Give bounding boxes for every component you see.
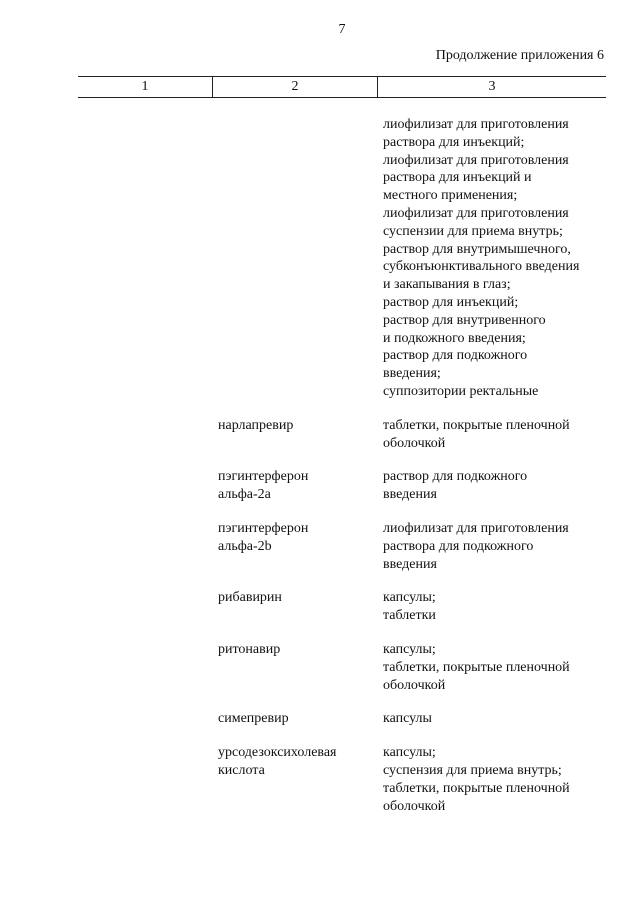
dosage-form-line: лиофилизат для приготовления: [383, 205, 569, 221]
drug-name-line: рибавирин: [218, 590, 282, 606]
header-col-1: 1: [78, 77, 213, 97]
table-body: [78, 116, 606, 831]
drug-name-line: кислота: [218, 762, 265, 778]
drug-name-line: альфа-2b: [218, 538, 272, 554]
dosage-form-line: суспензия для приема внутрь;: [383, 762, 562, 778]
cell-code: [78, 641, 213, 694]
table-row: [78, 744, 606, 815]
cell-dosage-forms: [380, 744, 606, 815]
dosage-form-line: раствор для внутримышечного,: [383, 241, 571, 257]
dosage-form-line: таблетки: [383, 608, 436, 624]
dosage-form-line: введения: [383, 487, 437, 503]
dosage-form-line: раствора для инъекций и: [383, 170, 532, 186]
dosage-form-line: оболочкой: [383, 798, 446, 814]
dosage-form-line: оболочкой: [383, 677, 446, 693]
drug-name-line: нарлапревир: [218, 417, 294, 433]
dosage-form-line: суппозитории ректальные: [383, 383, 539, 399]
cell-dosage-forms: [380, 468, 606, 504]
dosage-form-line: капсулы: [383, 711, 432, 727]
table-row: [78, 116, 606, 401]
table-row: [78, 589, 606, 625]
cell-code: [78, 589, 213, 625]
cell-dosage-forms: [380, 520, 606, 573]
dosage-form-line: капсулы;: [383, 641, 436, 657]
drug-name-line: пэгинтерферон: [218, 520, 309, 536]
cell-code: [78, 116, 213, 401]
cell-drug-name: [213, 520, 380, 573]
dosage-form-line: введения;: [383, 366, 441, 382]
dosage-form-line: таблетки, покрытые пленочной: [383, 417, 570, 433]
dosage-form-line: раствор для внутривенного: [383, 312, 546, 328]
cell-dosage-forms: [380, 589, 606, 625]
table-row: [78, 520, 606, 573]
dosage-form-line: и закапывания в глаз;: [383, 277, 511, 293]
dosage-form-line: местного применения;: [383, 188, 518, 204]
drug-name-line: пэгинтерферон: [218, 469, 309, 485]
drug-name-line: ритонавир: [218, 641, 281, 657]
dosage-form-line: раствор для подкожного: [383, 348, 528, 364]
cell-drug-name: [213, 417, 380, 453]
dosage-form-line: введения: [383, 556, 437, 572]
dosage-form-line: раствора для подкожного: [383, 538, 534, 554]
cell-code: [78, 417, 213, 453]
page-number: 7: [338, 22, 346, 37]
table-row: [78, 641, 606, 694]
dosage-form-line: таблетки, покрытые пленочной: [383, 780, 570, 796]
drug-name-line: урсодезоксихолевая: [218, 745, 337, 761]
table-row: [78, 468, 606, 504]
dosage-form-line: капсулы;: [383, 745, 436, 761]
cell-drug-name: [213, 468, 380, 504]
cell-code: [78, 468, 213, 504]
drug-name-line: симепревир: [218, 711, 289, 727]
dosage-form-line: таблетки, покрытые пленочной: [383, 659, 570, 675]
cell-dosage-forms: [380, 116, 606, 401]
dosage-form-line: субконъюнктивального введения: [383, 259, 580, 275]
cell-code: [78, 710, 213, 728]
dosage-form-line: капсулы;: [383, 590, 436, 606]
cell-dosage-forms: [380, 710, 606, 728]
drug-name-line: альфа-2а: [218, 487, 271, 503]
dosage-form-line: раствор для инъекций;: [383, 294, 519, 310]
appendix-continuation-label: Продолжение приложения 6: [435, 48, 604, 63]
header-col-2: 2: [213, 77, 378, 97]
header-col-3: 3: [488, 79, 496, 94]
dosage-form-line: суспензии для приема внутрь;: [383, 223, 563, 239]
table-header: [78, 76, 606, 98]
cell-drug-name: [213, 116, 380, 401]
table-row: [78, 417, 606, 453]
dosage-form-line: лиофилизат для приготовления: [383, 520, 569, 536]
cell-drug-name: [213, 589, 380, 625]
cell-dosage-forms: [380, 641, 606, 694]
dosage-form-line: лиофилизат для приготовления: [383, 152, 569, 168]
table-row: [78, 710, 606, 728]
dosage-form-line: оболочкой: [383, 435, 446, 451]
cell-drug-name: [213, 710, 380, 728]
cell-drug-name: [213, 641, 380, 694]
cell-code: [78, 744, 213, 815]
dosage-form-line: раствора для инъекций;: [383, 134, 525, 150]
cell-drug-name: [213, 744, 380, 815]
dosage-form-line: раствор для подкожного: [383, 469, 528, 485]
cell-dosage-forms: [380, 417, 606, 453]
dosage-form-line: и подкожного введения;: [383, 330, 526, 346]
dosage-form-line: лиофилизат для приготовления: [383, 117, 569, 132]
cell-code: [78, 520, 213, 573]
